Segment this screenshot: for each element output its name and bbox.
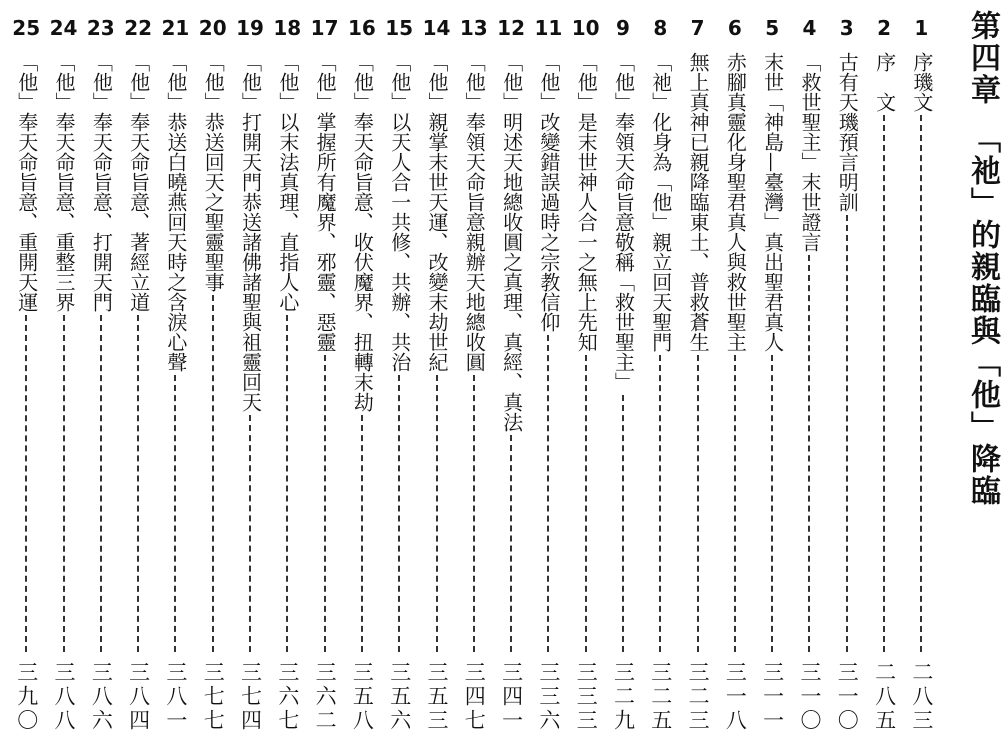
toc-entry[interactable]	[530, 16, 567, 736]
entry-title: 「他」明述天地總收圓之真理、真經、真法	[499, 52, 524, 432]
entry-title: 赤腳真靈化身聖君真人與救世聖主	[723, 52, 748, 352]
toc-entry[interactable]	[381, 16, 418, 736]
entry-number: 3	[839, 16, 854, 40]
dotted-leader	[63, 315, 65, 652]
entry-number: 16	[347, 16, 376, 40]
entry-page-number: 三四七	[462, 661, 487, 733]
toc-entry[interactable]	[679, 16, 716, 736]
entry-title-row	[343, 52, 380, 652]
entry-number: 17	[310, 16, 339, 40]
entry-title-row	[157, 52, 194, 652]
entry-number: 15	[385, 16, 414, 40]
toc-entry[interactable]	[791, 16, 828, 736]
entry-page-number: 三二五	[648, 661, 673, 733]
dotted-leader	[286, 315, 288, 652]
dotted-leader	[846, 215, 848, 652]
entry-title-row	[642, 52, 679, 652]
entry-page-number: 三八四	[126, 661, 151, 733]
entry-title-row	[194, 52, 231, 652]
entry-title: 「他」是末世神人合一之無上先知	[574, 52, 599, 352]
entry-title-row	[269, 52, 306, 652]
entry-number: 5	[765, 16, 780, 40]
entry-title-row	[306, 52, 343, 652]
toc-entry[interactable]	[567, 16, 604, 736]
dotted-leader	[659, 355, 661, 652]
entry-title-row	[119, 52, 156, 652]
entry-page-number: 三八八	[52, 661, 77, 733]
entry-title-row	[8, 52, 45, 652]
dotted-leader	[585, 355, 587, 652]
entry-number: 22	[124, 16, 153, 40]
entry-page-number: 二八三	[909, 661, 934, 733]
entry-page-number: 三七七	[201, 661, 226, 733]
dotted-leader	[920, 115, 922, 652]
entry-number: 19	[236, 16, 264, 40]
dotted-leader	[25, 315, 27, 652]
entry-number: 18	[273, 16, 302, 40]
toc-entry[interactable]	[604, 16, 641, 736]
dotted-leader	[100, 315, 102, 652]
toc-entry[interactable]	[642, 16, 679, 736]
entry-title-row	[455, 52, 492, 652]
toc-entry[interactable]	[8, 16, 45, 736]
entry-title-row	[903, 52, 940, 652]
entry-page-number: 三二九	[611, 661, 636, 733]
entry-page-number: 三九〇	[14, 661, 39, 733]
entry-title: 「他」親掌末世天運、改變末劫世紀	[425, 52, 449, 372]
entry-title-row	[381, 52, 418, 652]
entry-page-number: 三三六	[536, 661, 561, 733]
dotted-leader	[398, 375, 400, 652]
entry-page-number: 三五六	[387, 661, 412, 733]
table-of-contents	[8, 16, 940, 736]
dotted-leader	[361, 415, 363, 652]
entry-number: 7	[690, 16, 705, 40]
entry-page-number: 三一〇	[835, 661, 860, 733]
entry-number: 8	[653, 16, 668, 40]
entry-title: 「他」恭送回天之聖靈聖事	[201, 52, 226, 292]
entry-page-number: 三八一	[163, 661, 188, 733]
entry-page-number: 三一一	[760, 661, 785, 733]
entry-title: 古有天璣預言明訓	[835, 52, 860, 212]
entry-page-number: 三八六	[89, 661, 114, 733]
entry-number: 4	[802, 16, 817, 40]
dotted-leader	[212, 295, 214, 652]
entry-title: 「他」打開天門恭送諸佛諸聖與祖靈回天	[238, 52, 263, 412]
entry-title-row	[604, 52, 641, 652]
entry-title: 「他」奉領天命旨意敬稱「救世聖主」	[611, 52, 636, 392]
toc-entry[interactable]	[754, 16, 791, 736]
entry-title-row	[45, 52, 82, 652]
entry-page-number: 二八五	[872, 661, 897, 733]
toc-entry[interactable]	[306, 16, 343, 736]
entry-page-number: 三四一	[499, 661, 524, 733]
entry-page-number: 三五三	[425, 661, 449, 733]
entry-number: 6	[727, 16, 742, 40]
entry-title: 「他」奉天命旨意、著經立道	[126, 52, 151, 312]
entry-page-number: 三三三	[574, 661, 599, 733]
entry-title: 「救世聖主」末世證言	[797, 52, 822, 252]
entry-page-number: 三二三	[686, 661, 711, 733]
entry-title-row	[492, 52, 529, 652]
entry-page-number: 三一八	[723, 661, 748, 733]
toc-entry[interactable]	[157, 16, 194, 736]
toc-entry[interactable]	[865, 16, 902, 736]
entry-number: 10	[571, 16, 600, 40]
entry-page-number: 三六七	[275, 661, 300, 733]
entry-title: 「他」恭送白曉燕回天時之含淚心聲	[163, 52, 188, 372]
entry-title: 「他」掌握所有魔界、邪靈、惡靈	[313, 52, 338, 352]
entry-page-number: 三一〇	[797, 661, 822, 733]
toc-entry[interactable]	[828, 16, 865, 736]
toc-entry[interactable]	[343, 16, 380, 736]
entry-number: 9	[616, 16, 630, 40]
entry-title: 末世「神島—臺灣」真出聖君真人	[760, 52, 785, 352]
chapter-title: 第四章 「祂」的親臨與「他」降臨	[965, 10, 1000, 507]
entry-title-row	[754, 52, 791, 652]
entry-title: 「他」奉天命旨意、收伏魔界、扭轉末劫	[350, 52, 375, 412]
entry-title: 「祂」化身為「他」親立回天聖門	[648, 52, 673, 352]
dotted-leader	[808, 255, 810, 652]
toc-entry[interactable]	[418, 16, 455, 736]
dotted-leader	[697, 355, 699, 652]
entry-title-row	[791, 52, 828, 652]
entry-title-row	[679, 52, 716, 652]
toc-entry[interactable]	[269, 16, 306, 736]
entry-page-number: 三六二	[313, 661, 338, 733]
toc-entry[interactable]	[716, 16, 753, 736]
entry-title-row	[530, 52, 567, 652]
dotted-leader	[249, 415, 251, 652]
entry-number: 1	[914, 16, 929, 40]
entry-title: 「他」改變錯誤過時之宗教信仰	[536, 52, 561, 332]
entry-title-row	[828, 52, 865, 652]
entry-number: 23	[86, 16, 115, 40]
entry-number: 13	[459, 16, 488, 40]
entry-page-number: 三五八	[350, 661, 375, 733]
entry-page-number: 三七四	[238, 661, 263, 733]
entry-title: 「他」奉領天命旨意親辦天地總收圓	[462, 52, 487, 372]
entry-title: 「他」奉天命旨意、重開天運	[14, 52, 39, 312]
entry-title-row	[82, 52, 119, 652]
entry-title-row	[716, 52, 753, 652]
entry-number: 11	[534, 16, 563, 40]
entry-title: 序 文	[872, 52, 897, 112]
dotted-leader	[883, 115, 885, 652]
entry-title: 「他」以天人合一共修、共辦、共治	[387, 52, 412, 372]
dotted-leader	[547, 335, 549, 652]
toc-entry[interactable]	[231, 16, 268, 736]
entry-title-row	[865, 52, 902, 652]
dotted-leader	[622, 395, 624, 652]
entry-number: 20	[198, 16, 227, 40]
entry-title: 「他」奉天命旨意、重整三界	[52, 52, 77, 312]
toc-entry[interactable]	[45, 16, 82, 736]
entry-title-row	[418, 52, 455, 652]
dotted-leader	[436, 375, 438, 652]
entry-number: 2	[877, 16, 892, 40]
dotted-leader	[771, 355, 773, 652]
toc-entry[interactable]	[455, 16, 492, 736]
dotted-leader	[473, 375, 475, 652]
entry-title: 無上真神已親降臨東土、普救蒼生	[686, 52, 711, 352]
entry-title: 「他」以末法真理、直指人心	[275, 52, 300, 312]
dotted-leader	[510, 435, 512, 652]
entry-number: 25	[12, 16, 41, 40]
entry-title-row	[567, 52, 604, 652]
dotted-leader	[137, 315, 139, 652]
entry-number: 21	[161, 16, 190, 40]
entry-title-row	[231, 52, 268, 652]
toc-entry[interactable]	[492, 16, 529, 736]
entry-title: 序璣文	[909, 52, 934, 112]
toc-entry[interactable]	[903, 16, 940, 736]
toc-entry[interactable]	[119, 16, 156, 736]
entry-title: 「他」奉天命旨意、打開天門	[89, 52, 114, 312]
entry-number: 24	[49, 16, 78, 40]
dotted-leader	[174, 375, 176, 652]
dotted-leader	[324, 355, 326, 652]
entry-number: 14	[422, 16, 451, 40]
toc-entry[interactable]	[82, 16, 119, 736]
dotted-leader	[734, 355, 736, 652]
entry-number: 12	[497, 16, 525, 40]
toc-entry[interactable]	[194, 16, 231, 736]
